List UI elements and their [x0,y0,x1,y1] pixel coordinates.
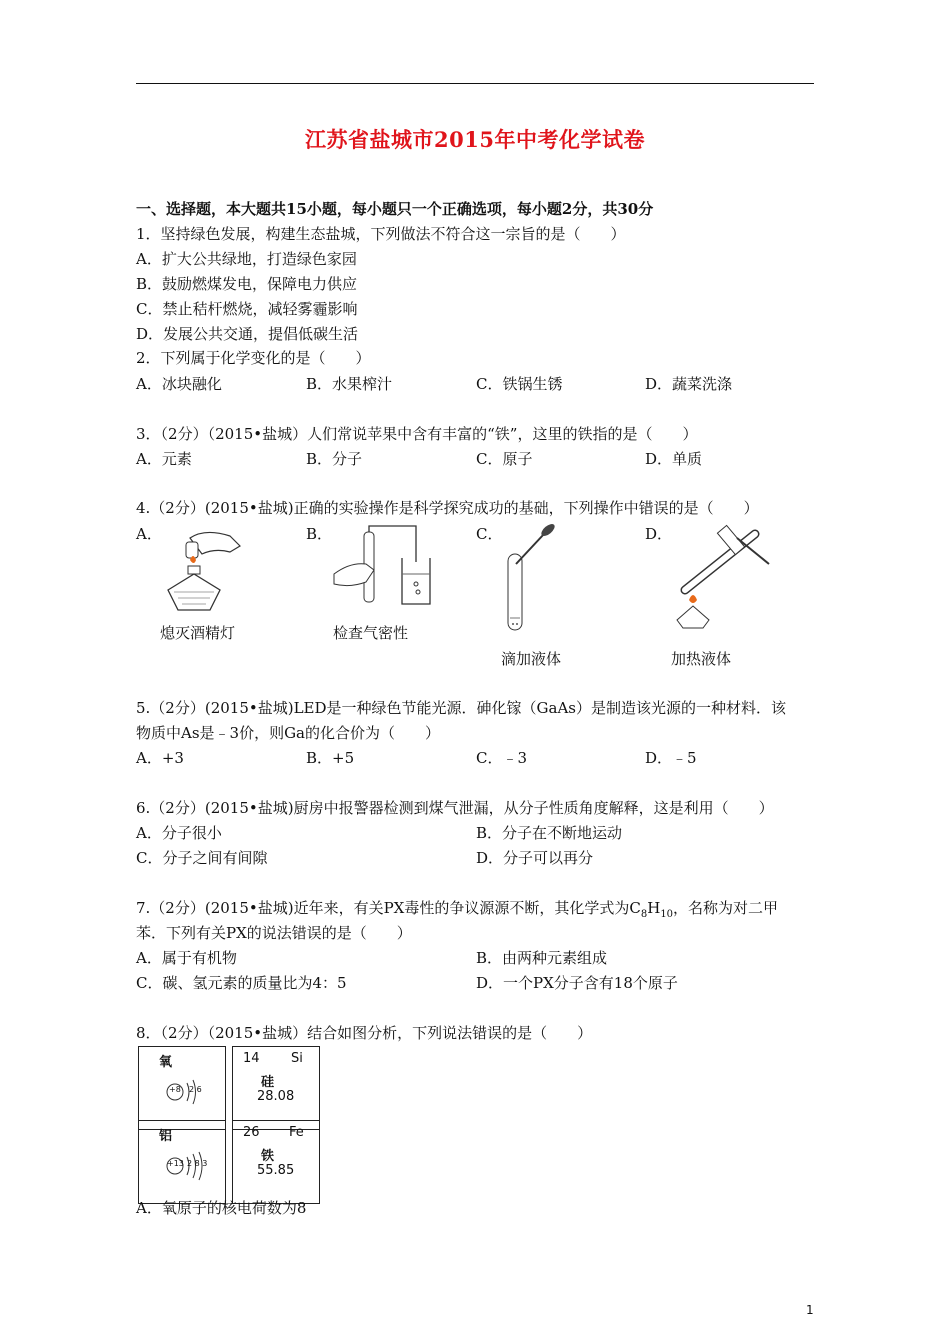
q2-option-d: D．蔬菜洗涤 [645,375,733,393]
q7-stem-line1: 7.（2分）(2015•盐城)近年来，有关PX毒性的争议源源不断，其化学式为$C_8H_{10}$，名称为对二甲 [136,899,779,920]
page-number: 1 [806,1303,814,1317]
q3-option-b: B．分子 [306,450,363,468]
q4-stem: 4.（2分）(2015•盐城)正确的实验操作是科学探究成功的基础，下列操作中错误的是（ ） [136,499,759,517]
q4-caption-c: 滴加液体 [501,650,562,668]
aluminium-nucleus: +13 [167,1159,184,1168]
airtightness-check-figure [330,522,440,612]
q1-stem: 1．坚持绿色发展，构建生态盐城，下列做法不符合这一宗旨的是（ ） [136,225,626,243]
q3-option-c: C．原子 [476,450,533,468]
q1-option-a: A．扩大公共绿地，打造绿色家园 [136,250,357,268]
q3-option-a: A．元素 [136,450,192,468]
header-rule [136,83,814,84]
q1-option-d: D．发展公共交通，提倡低碳生活 [136,325,359,343]
iron-symbol: Fe [289,1125,304,1140]
q4-option-c: C． [476,525,503,543]
q4-caption-d: 加热液体 [671,650,732,668]
q4-option-a: A． [136,525,162,543]
q4-caption-b: 检查气密性 [333,624,409,642]
iron-number: 26 [243,1125,260,1140]
q6-option-c: C．分子之间有间隙 [136,849,268,867]
q7-formula-sub-10: 10 [660,909,674,920]
q2-option-a: A．冰块融化 [136,375,222,393]
oxygen-name: 氧 [159,1055,173,1070]
silicon-mass: 28.08 [257,1089,295,1104]
aluminium-shells: 2 8 3 [187,1159,208,1168]
q2-stem: 2．下列属于化学变化的是（ ） [136,349,371,367]
q6-option-d: D．分子可以再分 [476,849,594,867]
q3-stem: 3．（2分）（2015•盐城）人们常说苹果中含有丰富的“铁”，这里的铁指的是（ ） [136,425,698,443]
alcohol-lamp-cap-figure [160,528,245,618]
oxygen-shells: 2 6 [189,1085,202,1094]
section-heading: 一、选择题，本大题共15小题，每小题只一个正确选项，每小题2分，共30分 [136,200,654,218]
tile-aluminium [138,1120,226,1204]
iron-mass: 55.85 [257,1163,295,1178]
heating-liquid-figure [665,524,775,634]
tile-iron [232,1120,320,1204]
q8-stem: 8．（2分）（2015•盐城）结合如图分析，下列说法错误的是（ ） [136,1024,593,1042]
q4-option-b: B． [306,525,333,543]
q7-option-c: C．碳、氢元素的质量比为4：5 [136,974,347,992]
tile-oxygen [138,1046,226,1130]
q7-option-a: A．属于有机物 [136,949,237,967]
q7-option-d: D．一个PX分子含有18个原子 [476,974,678,992]
iron-name: 铁 [261,1149,275,1164]
q7-stem-line2: 苯．下列有关PX的说法错误的是（ ） [136,924,412,942]
silicon-number: 14 [243,1051,260,1066]
q4-caption-a: 熄灭酒精灯 [160,624,236,642]
q5-option-a: A．+3 [136,749,184,767]
q5-stem-line1: 5.（2分）(2015•盐城)LED是一种绿色节能光源．砷化镓（GaAs）是制造该光源的一种材料．该 [136,699,786,717]
dropping-liquid-figure [500,524,560,634]
q4-option-d: D． [645,525,673,543]
tile-silicon [232,1046,320,1130]
q5-stem-line2: 物质中As是﹣3价，则Ga的化合价为（ ） [136,724,441,742]
q5-option-c: C．﹣3 [476,749,528,767]
q8-option-a: A．氧原子的核电荷数为8 [136,1199,307,1217]
q1-option-b: B．鼓励燃煤发电，保障电力供应 [136,275,358,293]
q6-option-a: A．分子很小 [136,824,222,842]
oxygen-nucleus: +8 [169,1085,181,1094]
q6-option-b: B．分子在不断地运动 [476,824,623,842]
q7-option-b: B．由两种元素组成 [476,949,608,967]
q5-option-d: D．﹣5 [645,749,697,767]
q5-option-b: B．+5 [306,749,355,767]
q6-stem: 6.（2分）(2015•盐城)厨房中报警器检测到煤气泄漏，从分子性质角度解释，这是利用（ ） [136,799,774,817]
q1-option-c: C．禁止秸杆燃烧，减轻雾霾影响 [136,300,358,318]
aluminium-name: 铝 [159,1129,173,1144]
page-title: 江苏省盐城市2015年中考化学试卷 [305,127,645,152]
q2-option-c: C．铁锅生锈 [476,375,563,393]
q3-option-d: D．单质 [645,450,703,468]
silicon-symbol: Si [291,1051,303,1066]
q2-option-b: B．水果榨汁 [306,375,393,393]
q7-formula-sub-8: 8 [640,909,648,920]
silicon-name: 硅 [261,1075,275,1090]
